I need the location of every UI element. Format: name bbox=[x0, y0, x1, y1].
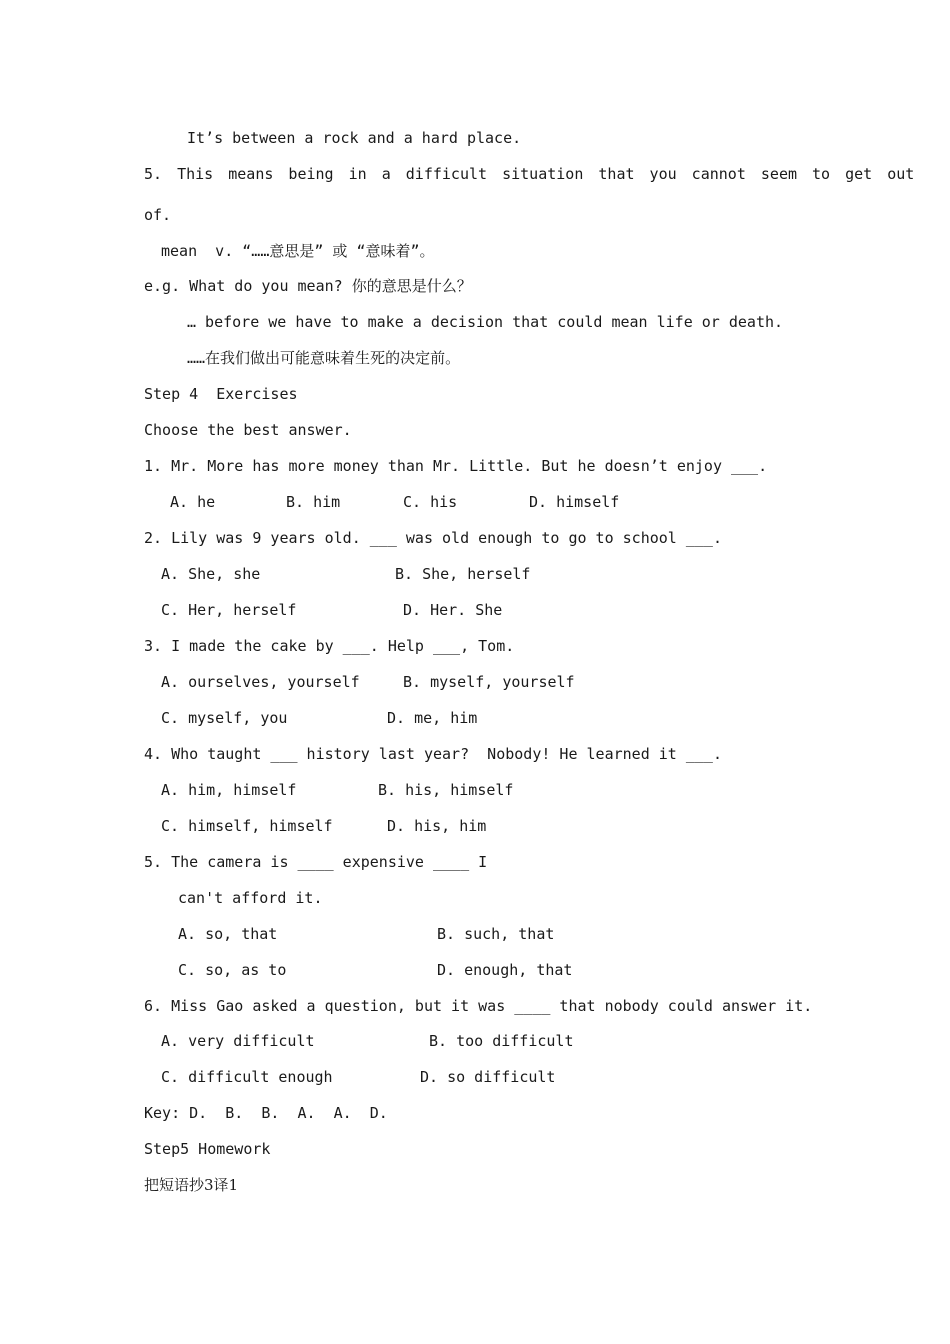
q3-option-c: C. myself, you bbox=[161, 709, 288, 727]
q6-option-c: C. difficult enough bbox=[161, 1068, 333, 1086]
q6-option-d: D. so difficult bbox=[420, 1068, 556, 1086]
q3-option-d: D. me, him bbox=[387, 709, 478, 727]
q1-option-d: D. himself bbox=[529, 493, 620, 511]
homework-text: 把短语抄3译1 bbox=[144, 1176, 239, 1194]
example-quote: … before we have to make a decision that could mean life or death. bbox=[187, 313, 784, 331]
homework-heading: Step5 Homework bbox=[144, 1140, 271, 1158]
instruction: Choose the best answer. bbox=[144, 421, 352, 439]
q2-option-c: C. Her, herself bbox=[161, 601, 297, 619]
q4-option-b: B. his, himself bbox=[378, 781, 514, 799]
q5-option-b: B. such, that bbox=[437, 925, 555, 943]
answer-key: Key: D. B. B. A. A. D. bbox=[144, 1104, 388, 1122]
example-translation: ……在我们做出可能意味着生死的决定前。 bbox=[187, 349, 461, 367]
q3-option-b: B. myself, yourself bbox=[403, 673, 575, 691]
q4-option-a: A. him, himself bbox=[161, 781, 297, 799]
question-4: 4. Who taught ___ history last year? Nobody! He learned it ___. bbox=[144, 745, 722, 763]
question-2: 2. Lily was 9 years old. ___ was old enough to go to school ___. bbox=[144, 529, 722, 547]
q5-option-a: A. so, that bbox=[178, 925, 278, 943]
q4-option-d: D. his, him bbox=[387, 817, 487, 835]
vocab-note: mean v. “……意思是” 或 “意味着”。 bbox=[161, 242, 435, 260]
section-heading: Step 4 Exercises bbox=[144, 385, 298, 403]
q5-option-c: C. so, as to bbox=[178, 961, 287, 979]
q2-option-b: B. She, herself bbox=[395, 565, 531, 583]
question-1: 1. Mr. More has more money than Mr. Little. But he doesn’t enjoy ___. bbox=[144, 457, 768, 475]
q1-option-b: B. him bbox=[286, 493, 341, 511]
q2-option-d: D. Her. She bbox=[403, 601, 503, 619]
q5-option-d: D. enough, that bbox=[437, 961, 573, 979]
explanation-line: 5. This means being in a difficult situation that you cannot seem to get out bbox=[144, 165, 915, 183]
example-eg: e.g. What do you mean? 你的意思是什么？ bbox=[144, 277, 472, 295]
explanation-line-cont: of. bbox=[144, 206, 172, 224]
q6-option-a: A. very difficult bbox=[161, 1032, 315, 1050]
q6-option-b: B. too difficult bbox=[429, 1032, 574, 1050]
question-3: 3. I made the cake by ___. Help ___, Tom. bbox=[144, 637, 515, 655]
example-sentence: It’s between a rock and a hard place. bbox=[187, 129, 522, 147]
q2-option-a: A. She, she bbox=[161, 565, 261, 583]
q1-option-c: C. his bbox=[403, 493, 458, 511]
question-5: 5. The camera is ____ expensive ____ I bbox=[144, 853, 488, 871]
question-5-cont: can't afford it. bbox=[178, 889, 323, 907]
question-6: 6. Miss Gao asked a question, but it was ____ that nobody could answer it. bbox=[144, 997, 813, 1015]
q3-option-a: A. ourselves, yourself bbox=[161, 673, 360, 691]
q4-option-c: C. himself, himself bbox=[161, 817, 333, 835]
q1-option-a: A. he bbox=[170, 493, 216, 511]
